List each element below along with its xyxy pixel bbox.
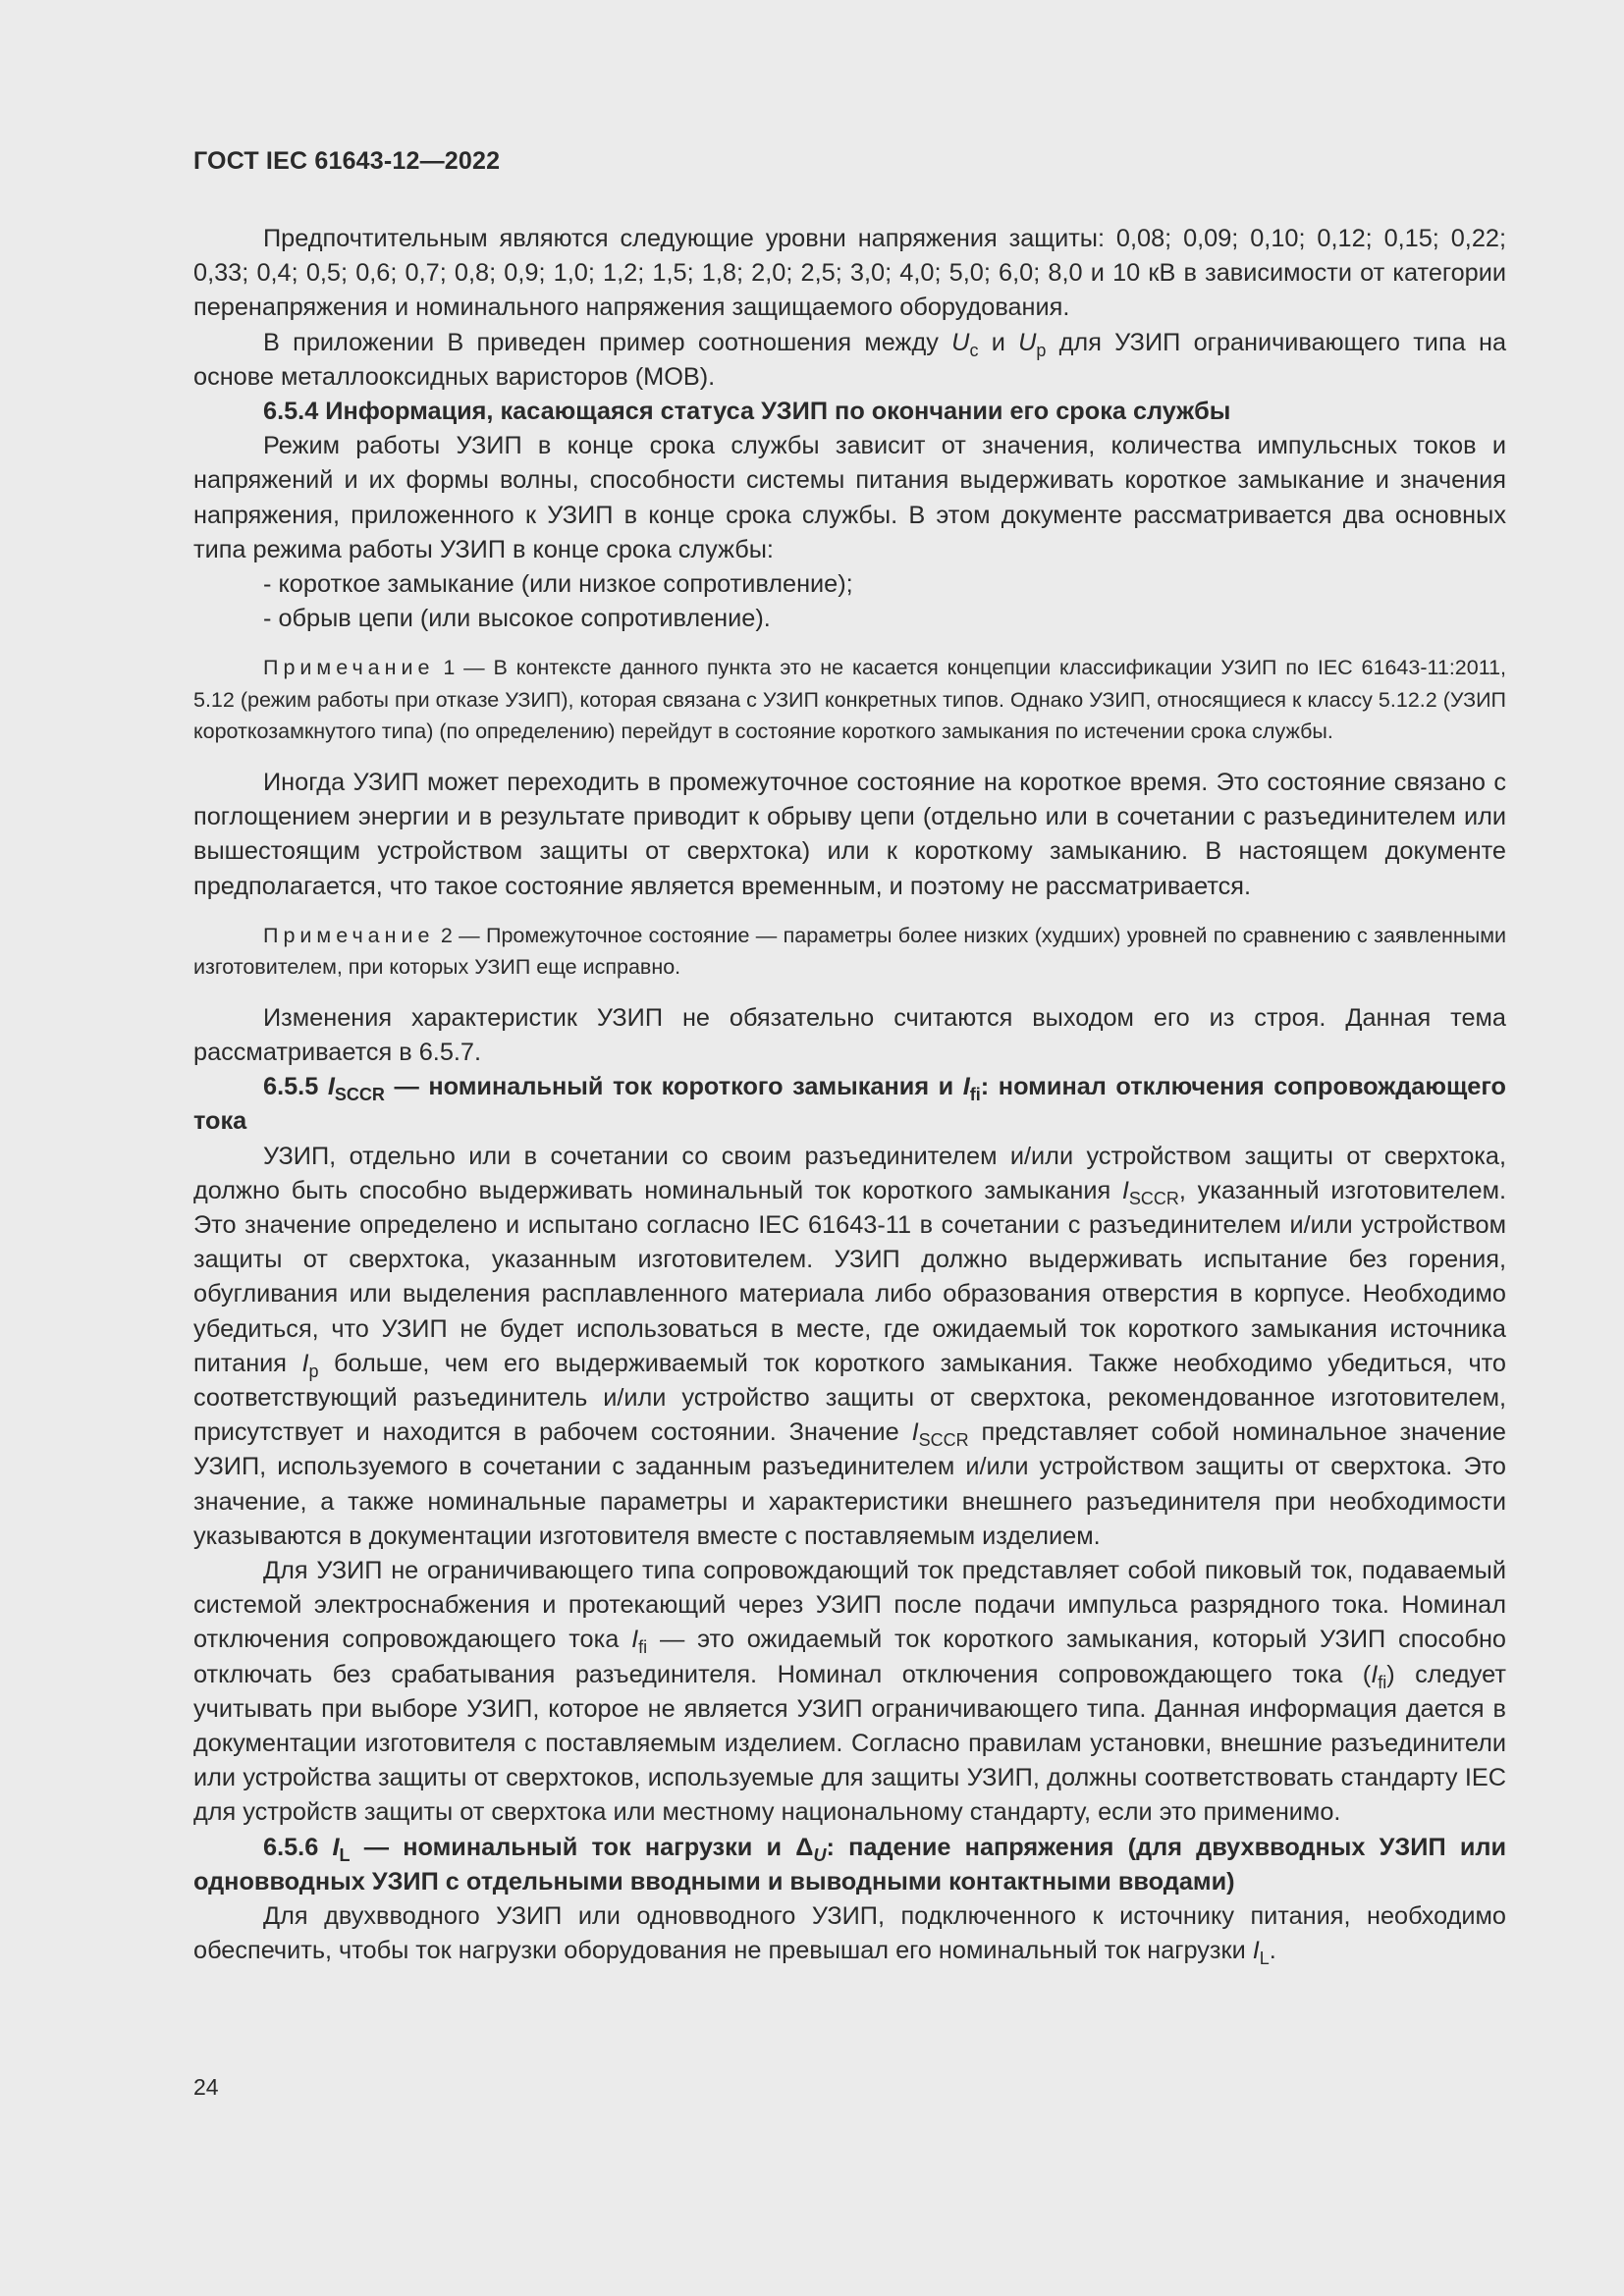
paragraph-sccr: УЗИП, отдельно или в сочетании со своим разъединителем и/или устройством защиты от сверхтока, должно быть способно выдерживать номинальный ток короткого замыкания $I_{SCCR}$, указанный изготовителем. Это значение определено и испытано согласно IEC 61643-11 в сочетании с разъединителем и/или устройством защиты от сверхтока, указанным изготовителем. УЗИП должно выдерживать испытание без горения, обугливания или выделения расплавленного материала либо образования отверстия в корпусе. Необходимо убедиться, что УЗИП не будет использоваться в месте, где ожидаемый ток короткого замыкания источника питания $I_p$ больше, чем его выдерживаемый ток короткого замыкания. Также необходимо убедиться, что соответствующий разъединитель и/или устройство защиты от сверхтока, рекомендованное изготовителем, присутствует и находится в рабочем состоянии. Значение $I_{SCCR}$ представляет собой номинальное значение УЗИП, используемого в сочетании с заданным разъединителем и/или устройством защиты от сверхтока. Это значение, а также номинальные параметры и характеристики внешнего разъединителя при необходимости указываются в документации изготовителя вместе с поставляемым изделием. xyxy=(193,1142,1506,1550)
note-label: Примечание xyxy=(263,923,435,947)
paragraph-annex-reference: В приложении В приведен пример соотношения между $U_c$ и $U_p$ для УЗИП ограничивающего типа на основе металлооксидных варисторов (МОВ). xyxy=(193,328,1507,391)
section-heading-6-5-4: 6.5.4 Информация, касающаяся статуса УЗИП по окончании его срока службы xyxy=(263,398,1231,426)
paragraph-intermediate-state: Иногда УЗИП может переходить в промежуточное состояние на короткое время. Это состояние связано с поглощением энергии и в результате приводит к обрыву цепи (отдельно или в сочетании с разъединителем или вышестоящим устройством защиты от сверхтока) или к короткому замыканию. В настоящем документе предполагается, что такое состояние является временным, и поэтому не рассматривается. xyxy=(193,768,1506,900)
note-label: Примечание xyxy=(263,656,435,680)
paragraph-protection-levels: Предпочтительным являются следующие уровни напряжения защиты: 0,08; 0,09; 0,10; 0,12; 0,15; 0,22; 0,33; 0,4; 0,5; 0,6; 0,7; 0,8; 0,9; 1,0; 1,2; 1,5; 1,8; 2,0; 2,5; 3,0; 4,0; 5,0; 6,0; 8,0 и 10 кВ в зависимости от категории перенапряжения и номинального напряжения защищаемого оборудования. xyxy=(193,225,1506,322)
section-heading-6-5-5: 6.5.5 $I_{SCCR}$ — номинальный ток короткого замыкания и $I_{fi}$: номинал отключения сопровождающего тока xyxy=(193,1073,1507,1136)
paragraph-load-current: Для двухвводного УЗИП или одновводного УЗИП, подключенного к источнику питания, необходимо обеспечить, чтобы ток нагрузки оборудования не превышал его номинальный ток нагрузки $I_L$. xyxy=(193,1902,1506,1969)
paragraph-characteristic-changes: Изменения характеристик УЗИП не обязательно считаются выходом его из строя. Данная тема рассматривается в 6.5.7. xyxy=(193,1003,1506,1066)
paragraph-follow-current: Для УЗИП не ограничивающего типа сопровождающий ток представляет собой пиковый ток, подаваемый системой электроснабжения и протекающий через УЗИП после подачи импульса разрядного тока. Номинал отключения сопровождающего тока $I_{fi}$ — это ожидаемый ток короткого замыкания, который УЗИП способно отключать без срабатывания разъединителя. Номинал отключения сопровождающего тока $(I_{fi})$ следует учитывать при выборе УЗИП, которое не является УЗИП ограничивающего типа. Данная информация дается в документации изготовителя с поставляемым изделием. Согласно правилам установки, внешние разъединители или устройства защиты от сверхтоков, используемые для защиты УЗИП, должны соответствовать стандарту IEC для устройств защиты от сверхтока или местному национальному стандарту, если это применимо. xyxy=(193,1557,1506,1827)
page-number: 24 xyxy=(193,2074,219,2100)
page-body xyxy=(193,222,1506,1968)
paragraph-end-of-life: Режим работы УЗИП в конце срока службы зависит от значения, количества импульсных токов и напряжений и их формы волны, способности системы питания выдерживать короткое замыкание и значения напряжения, приложенного к УЗИП в конце срока службы. В этом документе рассматривается два основных типа режима работы УЗИП в конце срока службы: xyxy=(193,432,1506,563)
list-item-open-circuit: - обрыв цепи (или высокое сопротивление). xyxy=(263,605,771,633)
note-1: Примечание 1 — В контексте данного пункта это не касается концепции классификации УЗИП по IEC 61643-11:2011, 5.12 (режим работы при отказе УЗИП), которая связана с УЗИП конкретных типов. Однако УЗИП, относящиеся к классу 5.12.2 (УЗИП короткозамкнутого типа) (по определению) перейдут в состояние короткого замыкания по истечении срока службы. xyxy=(193,656,1506,744)
note-2: Примечание 2 — Промежуточное состояние — параметры более низких (худших) уровней по сравнению с заявленными изготовителем, при которых УЗИП еще исправно. xyxy=(193,923,1506,980)
list-item-short-circuit: - короткое замыкание (или низкое сопротивление); xyxy=(263,570,853,599)
document-header: ГОСТ IEC 61643-12—2022 xyxy=(193,147,501,175)
section-heading-6-5-6: 6.5.6 $I_L$ — номинальный ток нагрузки и $\Delta_U$: падение напряжения (для двухвводных УЗИП или одновводных УЗИП с отдельными вводными и выводными контактными вводами) xyxy=(193,1833,1506,1896)
